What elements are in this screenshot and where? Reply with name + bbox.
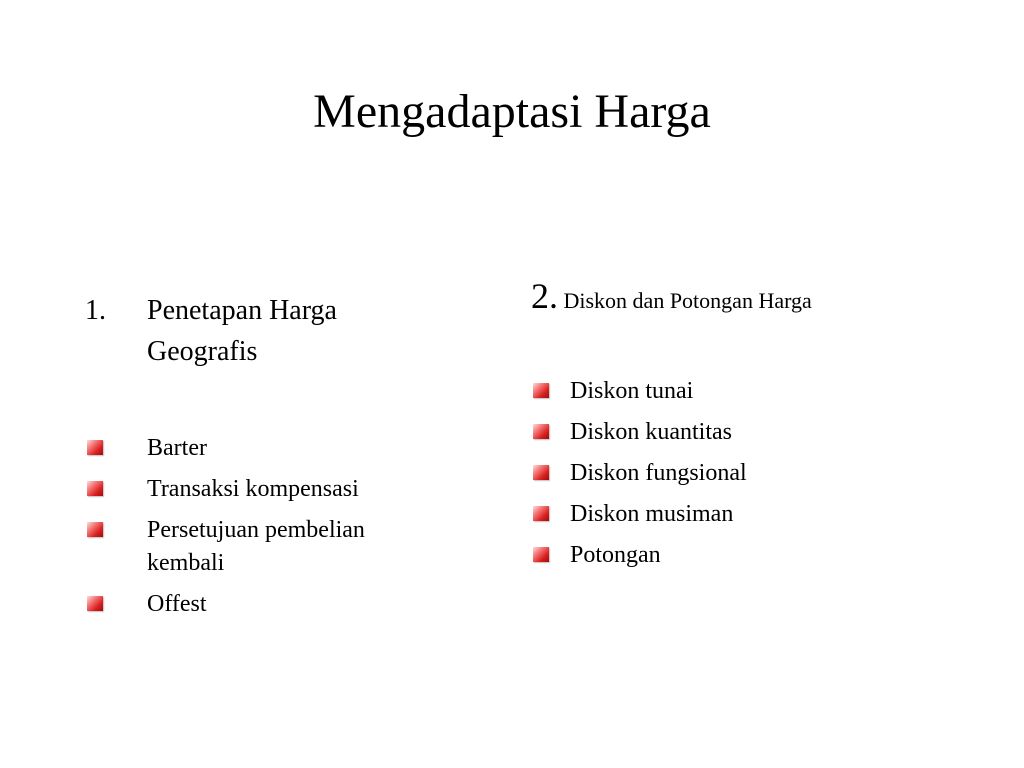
right-heading-number: 2.: [531, 276, 558, 316]
red-square-bullet-icon: [87, 596, 103, 611]
list-item: [531, 416, 951, 449]
list-item-text: Offest: [147, 591, 207, 617]
list-item-text: Diskon musiman: [570, 501, 734, 527]
red-square-bullet-icon: [87, 440, 103, 455]
right-bullet-list: [531, 375, 951, 572]
list-item-text: Diskon fungsional: [570, 460, 747, 486]
list-item: [85, 588, 445, 621]
left-heading-number: 1.: [85, 295, 106, 326]
list-item: [85, 432, 445, 465]
red-square-bullet-icon: [533, 383, 549, 398]
red-square-bullet-icon: [533, 547, 549, 562]
left-heading-text: Penetapan Harga Geografis: [147, 295, 337, 367]
list-item-text: Transaksi kompensasi: [147, 476, 359, 502]
list-item: [531, 539, 951, 572]
red-square-bullet-icon: [533, 424, 549, 439]
left-bullet-list: [85, 432, 445, 621]
right-heading-text: Diskon dan Potongan Harga: [563, 288, 812, 313]
red-square-bullet-icon: [87, 481, 103, 496]
red-square-bullet-icon: [87, 522, 103, 537]
list-item-text: Diskon kuantitas: [570, 419, 732, 445]
list-item: [531, 375, 951, 408]
right-heading: [531, 272, 951, 325]
left-heading: [85, 290, 445, 372]
list-item-text: Persetujuan pembelian kembali: [147, 517, 365, 576]
red-square-bullet-icon: [533, 465, 549, 480]
list-item: [531, 498, 951, 531]
left-column: [85, 290, 445, 629]
red-square-bullet-icon: [533, 506, 549, 521]
list-item: [85, 473, 445, 506]
list-item-text: Diskon tunai: [570, 378, 694, 404]
right-column: [531, 272, 951, 580]
slide-title: Mengadaptasi Harga: [313, 85, 711, 138]
list-item: [85, 514, 445, 580]
list-item-text: Potongan: [570, 542, 661, 568]
list-item-text: Barter: [147, 435, 207, 461]
list-item: [531, 457, 951, 490]
